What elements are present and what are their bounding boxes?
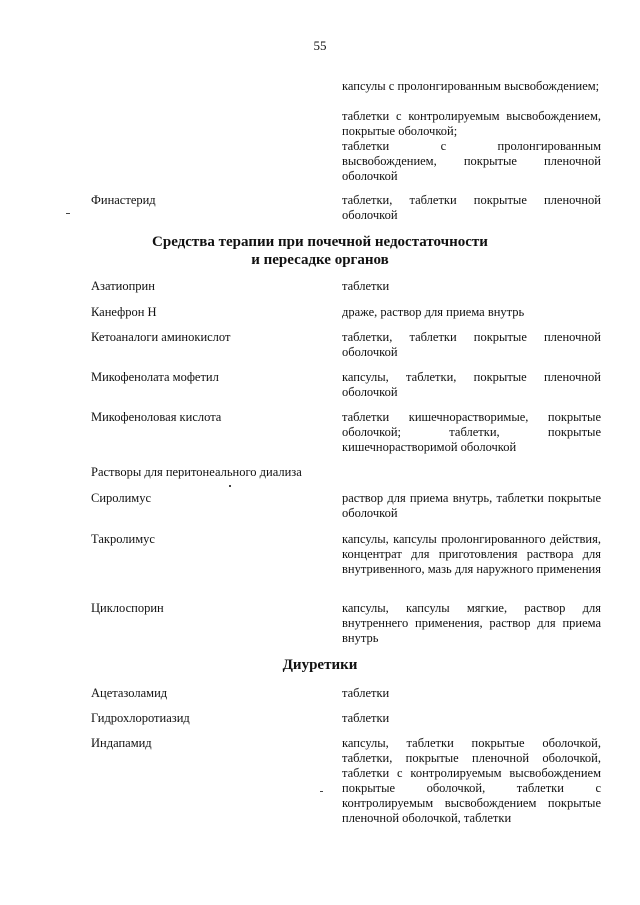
- dosage-form: капсулы, таблетки, покрытые пленочной оболочкой: [342, 370, 601, 399]
- drug-name: Микофенолата мофетил: [91, 370, 219, 384]
- dosage-form: таблетки с пролонгированным высвобождением, покрытые пленочной оболочкой: [342, 139, 601, 183]
- drug-name: Гидрохлоротиазид: [91, 711, 190, 725]
- scan-mark: [66, 213, 70, 214]
- drug-name: Индапамид: [91, 736, 152, 750]
- dosage-form: таблетки: [342, 279, 390, 293]
- dosage-form: таблетки с контролируемым высвобождением, покрытые оболочкой;: [342, 109, 601, 138]
- dosage-form: таблетки: [342, 711, 390, 725]
- dosage-form: капсулы, капсулы пролонгированного действия, концентрат для приготовления раствора для внутривенного, мазь для наружного применения: [342, 532, 601, 576]
- drug-name: Растворы для перитонеального диализа: [91, 465, 302, 479]
- section-title: Диуретики: [282, 657, 358, 673]
- drug-name: Микофеноловая кислота: [91, 410, 222, 424]
- dosage-form: таблетки кишечнорастворимые, покрытые оболочкой; таблетки, покрытые кишечнорастворимой оболочкой: [342, 410, 601, 454]
- dosage-form: таблетки: [342, 686, 390, 700]
- dosage-form: капсулы, таблетки покрытые оболочкой, таблетки, покрытые пленочной оболочкой, таблетки с контролируемым высвобождением покрытые оболочкой, таблетки с контролируемым высвобождением покрытые пленочной оболочкой, таблетки: [342, 736, 601, 825]
- drug-name: Ацетазоламид: [91, 686, 168, 700]
- drug-name: Такролимус: [91, 532, 155, 546]
- scan-mark: [320, 791, 323, 792]
- dosage-form: раствор для приема внутрь, таблетки покрытые оболочкой: [342, 491, 601, 520]
- dosage-form: капсулы с пролонгированным высвобождением;: [342, 79, 600, 93]
- section-title: Средства терапии при почечной недостаточности: [152, 234, 488, 250]
- drug-name: Циклоспорин: [91, 601, 164, 615]
- dosage-form: таблетки, таблетки покрытые пленочной оболочкой: [342, 330, 601, 359]
- scan-mark: [229, 485, 231, 487]
- section-subtitle: и пересадке органов: [251, 252, 389, 268]
- drug-name: Кетоаналоги аминокислот: [91, 330, 231, 344]
- drug-name: Финастерид: [91, 193, 156, 207]
- drug-name: Азатиоприн: [91, 279, 155, 293]
- dosage-form: капсулы, капсулы мягкие, раствор для внутреннего применения, раствор для приема внутрь: [342, 601, 601, 645]
- dosage-form: драже, раствор для приема внутрь: [342, 305, 525, 319]
- page-number: 55: [313, 38, 327, 53]
- drug-name: Канефрон Н: [91, 305, 157, 319]
- dosage-form: таблетки, таблетки покрытые пленочной оболочкой: [342, 193, 601, 222]
- drug-name: Сиролимус: [91, 491, 151, 505]
